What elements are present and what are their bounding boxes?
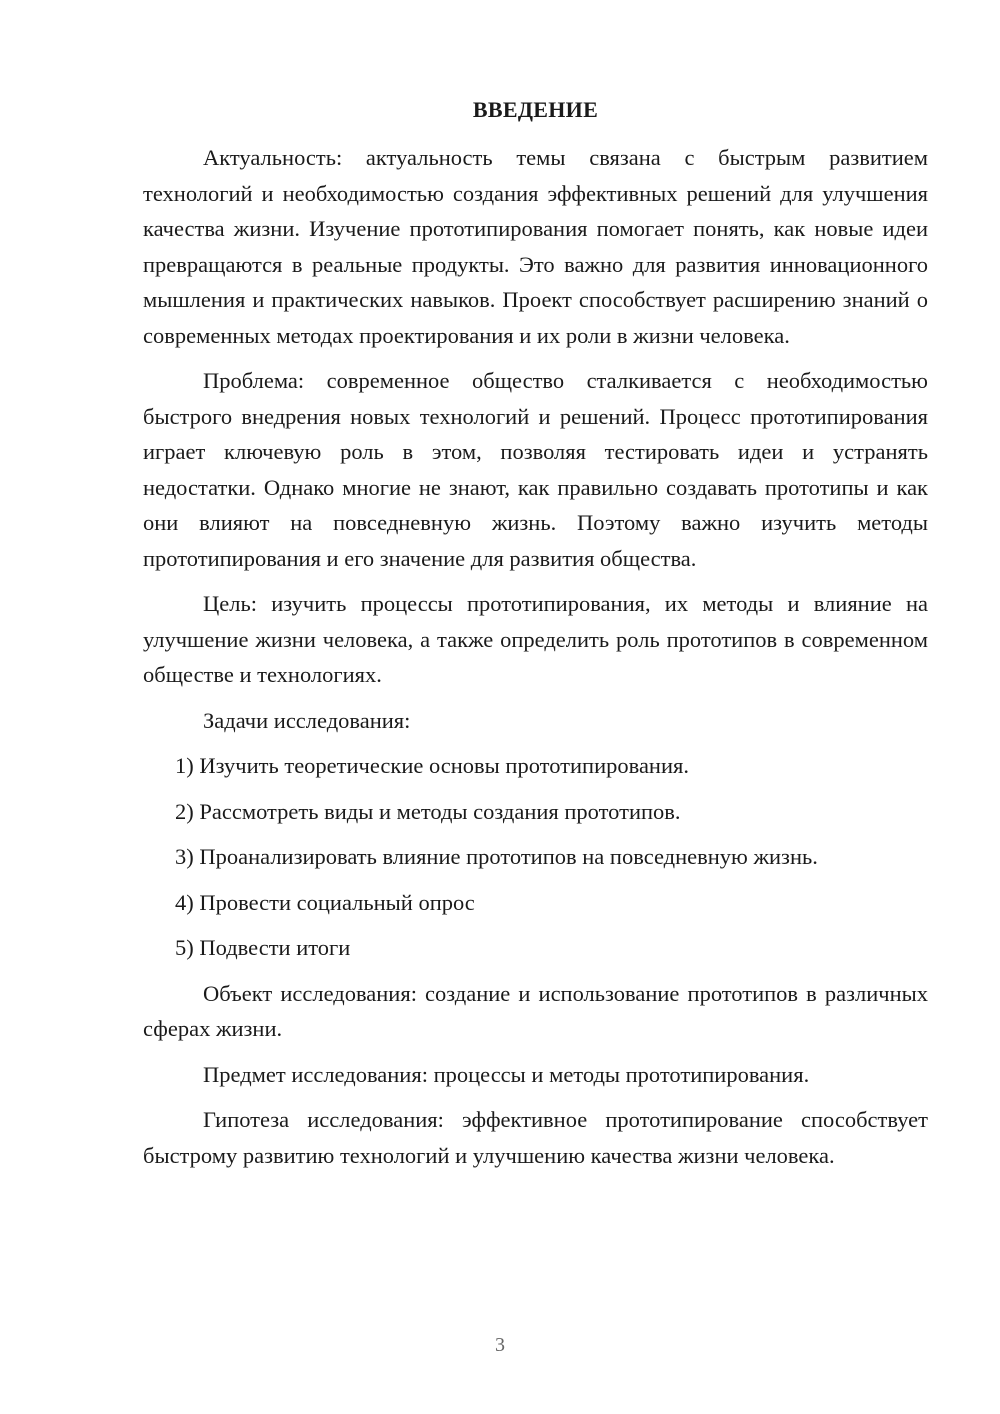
task-item-3: 3) Проанализировать влияние прототипов на повседневную жизнь. [175, 844, 818, 869]
paragraph-subject: Предмет исследования: процессы и методы прототипирования. [203, 1061, 810, 1087]
task-item-1: 1) Изучить теоретические основы прототипирования. [175, 753, 689, 778]
task-list [143, 748, 928, 966]
page-number: 3 [495, 1334, 505, 1356]
document-body [143, 140, 928, 1183]
paragraph-hypothesis: Гипотеза исследования: эффективное прототипирование способствует быстрому развитию технологий и улучшению качества жизни человека. [143, 1107, 928, 1168]
tasks-heading: Задачи исследования: [203, 707, 411, 733]
paragraph-relevance: Актуальность: актуальность темы связана с быстрым развитием технологий и необходимостью создания эффективных решений для улучшения качества жизни. Изучение прототипирования помогает понять, как новые идеи превращаются в реальные продукты. Это важно для развития инновационного мышления и практических навыков. Проект способствует расширению знаний о современных методах проектирования и их роли в жизни человека. [143, 145, 928, 348]
page-title: ВВЕДЕНИЕ [472, 97, 599, 122]
task-item-4: 4) Провести социальный опрос [175, 889, 475, 915]
task-item-5: 5) Подвести итоги [175, 935, 351, 960]
task-item-2: 2) Рассмотреть виды и методы создания прототипов. [175, 798, 681, 824]
paragraph-object: Объект исследования: создание и использование прототипов в различных сферах жизни. [143, 980, 928, 1041]
paragraph-problem: Проблема: современное общество сталкивается с необходимостью быстрого внедрения новых технологий и решений. Процесс прототипирования играет ключевую роль в этом, позволяя тестировать идеи и устранять недостатки. Однако многие не знают, как правильно создавать прототипы и как они влияют на повседневную жизнь. Поэтому важно изучить методы прототипирования и его значение для развития общества. [143, 368, 928, 571]
paragraph-goal: Цель: изучить процессы прототипирования, их методы и влияние на улучшение жизни человека, а также определить роль прототипов в современном обществе и технологиях. [143, 591, 928, 687]
